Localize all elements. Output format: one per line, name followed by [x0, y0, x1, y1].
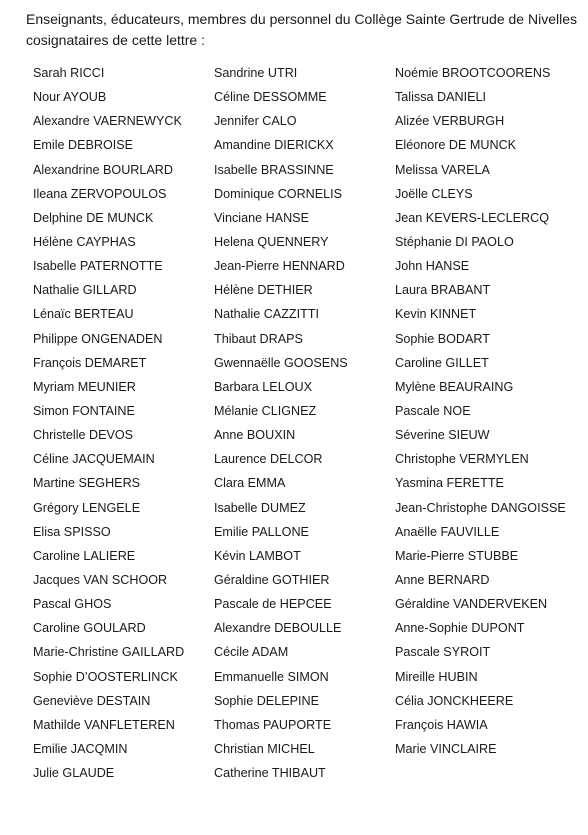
signatory-name: Emilie PALLONE: [214, 524, 309, 539]
signatory-name: Martine SEGHERS: [33, 476, 141, 491]
signatory-name: Pascale SYROIT: [395, 645, 491, 660]
signatory-name: Lénaïc BERTEAU: [33, 307, 134, 322]
signatory-name: Pascal GHOS: [33, 597, 112, 612]
signatory-name: Gwennaëlle GOOSENS: [214, 355, 348, 370]
signatory-name: Christelle DEVOS: [33, 428, 134, 443]
signatory-name: Laura BRABANT: [395, 283, 491, 298]
intro-line-1: Enseignants, éducateurs, membres du personnel du Collège Sainte Gertrude de Nivelles: [26, 11, 577, 27]
signatory-name: Isabelle PATERNOTTE: [33, 259, 163, 274]
signatory-name: Céline DESSOMME: [214, 90, 327, 105]
signatory-name: Philippe ONGENADEN: [33, 331, 163, 346]
signatory-name: Clara EMMA: [214, 476, 286, 491]
signatory-name: Jennifer CALO: [214, 114, 297, 129]
signatory-name: Stéphanie DI PAOLO: [395, 234, 514, 249]
signatory-name: Myriam MEUNIER: [33, 379, 136, 394]
signatory-name: Jean KEVERS-LECLERCQ: [395, 210, 549, 225]
signatory-name: Mathilde VANFLETEREN: [33, 717, 175, 732]
signatory-name: Emmanuelle SIMON: [214, 669, 329, 684]
signatory-name: Isabelle BRASSINNE: [214, 162, 334, 177]
signatory-name: Kevin KINNET: [395, 307, 477, 322]
signatory-name: Caroline GOULARD: [33, 621, 146, 636]
signatory-name: Geneviève DESTAIN: [33, 693, 151, 708]
signatory-name: Isabelle DUMEZ: [214, 500, 306, 515]
signatory-name: Caroline LALIERE: [33, 548, 136, 563]
signatory-name: Mylène BEAURAING: [395, 379, 514, 394]
signatory-name: Sandrine UTRI: [214, 66, 298, 80]
signatory-column-2: [214, 61, 395, 785]
signatory-name: Alexandre DEBOULLE: [214, 621, 342, 636]
signatory-name: Catherine THIBAUT: [214, 766, 326, 781]
signatory-name: Yasmina FERETTE: [395, 476, 504, 491]
signatory-name: John HANSE: [395, 259, 470, 274]
signatory-name: Mireille HUBIN: [395, 669, 478, 684]
signatory-name: Cécile ADAM: [214, 645, 289, 660]
signatory-name: Christophe VERMYLEN: [395, 452, 529, 467]
signatory-name: Anne BERNARD: [395, 572, 490, 587]
signatory-name: Marie-Pierre STUBBE: [395, 548, 519, 563]
signatory-name: Alexandre VAERNEWYCK: [33, 114, 182, 129]
signatory-name: Vinciane HANSE: [214, 210, 309, 225]
signatory-name: Simon FONTAINE: [33, 403, 135, 418]
signatory-name: Séverine SIEUW: [395, 428, 490, 443]
signatory-name: Julie GLAUDE: [33, 766, 115, 781]
signatory-name: Joëlle CLEYS: [395, 186, 473, 201]
signatory-name: Céline JACQUEMAIN: [33, 452, 155, 467]
signatory-columns: [33, 61, 583, 785]
signatory-name: Marie-Christine GAILLARD: [33, 645, 185, 660]
signatory-name: Eléonore DE MUNCK: [395, 138, 517, 153]
signatory-name: François DEMARET: [33, 355, 147, 370]
signatory-name: Emile DEBROISE: [33, 138, 134, 153]
signatory-name: Kévin LAMBOT: [214, 548, 301, 563]
signatory-name: Alizée VERBURGH: [395, 114, 505, 129]
signatory-name: Grégory LENGELE: [33, 500, 141, 515]
signatory-name: Thomas PAUPORTE: [214, 717, 332, 732]
signatory-name: Sophie BODART: [395, 331, 490, 346]
signatory-name: Barbara LELOUX: [214, 379, 313, 394]
signatory-name: Ileana ZERVOPOULOS: [33, 186, 167, 201]
intro-paragraph: [26, 9, 582, 51]
signatory-column-3: [395, 61, 583, 785]
signatory-name: Mélanie CLIGNEZ: [214, 403, 317, 418]
signatory-name: Nour AYOUB: [33, 90, 107, 105]
intro-line-2: cosignataires de cette lettre :: [26, 32, 205, 48]
signatory-name: Hélène DETHIER: [214, 283, 313, 298]
signatory-name: Jean-Pierre HENNARD: [214, 259, 345, 274]
signatory-name: Sarah RICCI: [33, 66, 105, 80]
signatory-name: Dominique CORNELIS: [214, 186, 343, 201]
signatory-name: Noémie BROOTCOORENS: [395, 66, 551, 80]
signatory-name: Géraldine VANDERVEKEN: [395, 597, 548, 612]
signatory-name: Caroline GILLET: [395, 355, 489, 370]
signatory-name: Géraldine GOTHIER: [214, 572, 330, 587]
signatory-name: Pascale de HEPCEE: [214, 597, 332, 612]
signatory-name: Christian MICHEL: [214, 741, 315, 756]
signatory-name: Laurence DELCOR: [214, 452, 323, 467]
signatory-name: Delphine DE MUNCK: [33, 210, 154, 225]
signatory-name: Jacques VAN SCHOOR: [33, 572, 168, 587]
signatory-name: Elisa SPISSO: [33, 524, 111, 539]
signatory-name: Hélène CAYPHAS: [33, 234, 136, 249]
signatory-name: Marie VINCLAIRE: [395, 741, 497, 756]
signatory-name: Anne-Sophie DUPONT: [395, 621, 525, 636]
signatory-column-1: [33, 61, 214, 785]
signatory-name: Thibaut DRAPS: [214, 331, 303, 346]
signatory-name: Nathalie CAZZITTI: [214, 307, 319, 322]
signatory-name: Helena QUENNERY: [214, 234, 329, 249]
signatory-name: Jean-Christophe DANGOISSE: [395, 500, 566, 515]
signatory-name: Pascale NOE: [395, 403, 471, 418]
signatory-name: Célia JONCKHEERE: [395, 693, 514, 708]
signatory-name: Sophie DELEPINE: [214, 693, 320, 708]
signatory-name: Nathalie GILLARD: [33, 283, 137, 298]
signatory-name: Amandine DIERICKX: [214, 138, 334, 153]
signatory-name: Alexandrine BOURLARD: [33, 162, 173, 177]
signatory-name: Emilie JACQMIN: [33, 741, 128, 756]
signatory-name: Talissa DANIELI: [395, 90, 486, 105]
signatory-name: Sophie D’OOSTERLINCK: [33, 669, 178, 684]
signatory-name: François HAWIA: [395, 717, 488, 732]
signatory-name: Melissa VARELA: [395, 162, 490, 177]
signatory-name: Anaëlle FAUVILLE: [395, 524, 500, 539]
signatory-name: Anne BOUXIN: [214, 428, 296, 443]
